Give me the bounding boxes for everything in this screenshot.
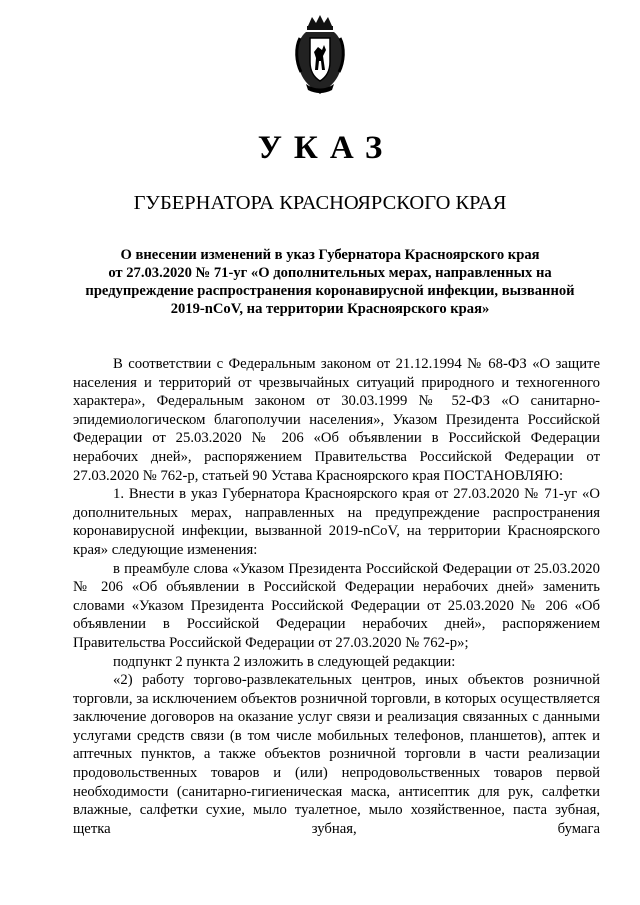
document-title: УКАЗ — [257, 130, 395, 166]
paragraph-subitem-intro: подпункт 2 пункта 2 изложить в следующей редакции: — [113, 653, 456, 670]
heading-line: от 27.03.2020 № 71-уг «О дополнительных мерах, направленных на — [108, 265, 552, 281]
document-heading — [80, 246, 580, 318]
document-subtitle: ГУБЕРНАТОРА КРАСНОЯРСКОГО КРАЯ — [133, 192, 507, 214]
paragraph-subitem-2: «2) работу торгово-развлекательных центров, иных объектов розничной торговли, за исключением объектов розничной торговли, в которых осуществляется заключение договоров на оказание услуг связи и реализация связанных с данными услугами средств связи (в том числе мобильных телефонов, планшетов), аптек и аптечных пунктов, а также объектов розничной торговли в части реализации продовольственных товаров и (или) непродовольственных товаров первой необходимости (санитарно-гигиеническая маска, антисептик для рук, салфетки влажные, салфетки сухие, мыло туалетное, мыло хозяйственное, паста зубная, щетка зубная, бумага — [73, 672, 600, 837]
heading-line: 2019-nCoV, на территории Красноярского края» — [170, 301, 490, 317]
heading-line: О внесении изменений в указ Губернатора Красноярского края — [120, 247, 540, 263]
paragraph-preamble-change: в преамбуле слова «Указом Президента Российской Федерации от 25.03.2020 № 206 «Об объявлении в Российской Федерации нерабочих дней» заменить словами «Указом Президента Российской Федерации от 25.03.2020 № 206 «Об объявлении в Российской Федерации нерабочих дней», распоряжением Правительства Российской Федерации от 27.03.2020 № 762-р»; — [73, 560, 600, 651]
document-body — [73, 355, 600, 838]
paragraph-preamble: В соответствии с Федеральным законом от 21.12.1994 № 68-ФЗ «О защите населения и территорий от чрезвычайных ситуаций природного и техногенного характера», Федеральным законом от 30.03.1999 № 52-ФЗ «О санитарно-эпидемиологическом благополучии населения», Указом Президента Российской Федерации от 25.03.2020 № 206 «Об объявлении в Российской Федерации нерабочих дней», распоряжением Правительства Российской Федерации от 27.03.2020 № 762-р, статьей 90 Устава Красноярского края ПОСТАНОВЛЯЮ: — [73, 356, 600, 484]
heading-line: предупреждение распространения коронавирусной инфекции, вызванной — [85, 283, 575, 299]
paragraph-item-1: 1. Внести в указ Губернатора Красноярского края от 27.03.2020 № 71-уг «О дополнительных мерах, направленных на предупреждение распространения коронавирусной инфекции, вызванной 2019-nCoV, на территории Красноярского края» следующие изменения: — [73, 486, 600, 558]
coat-of-arms-emblem — [292, 14, 348, 98]
